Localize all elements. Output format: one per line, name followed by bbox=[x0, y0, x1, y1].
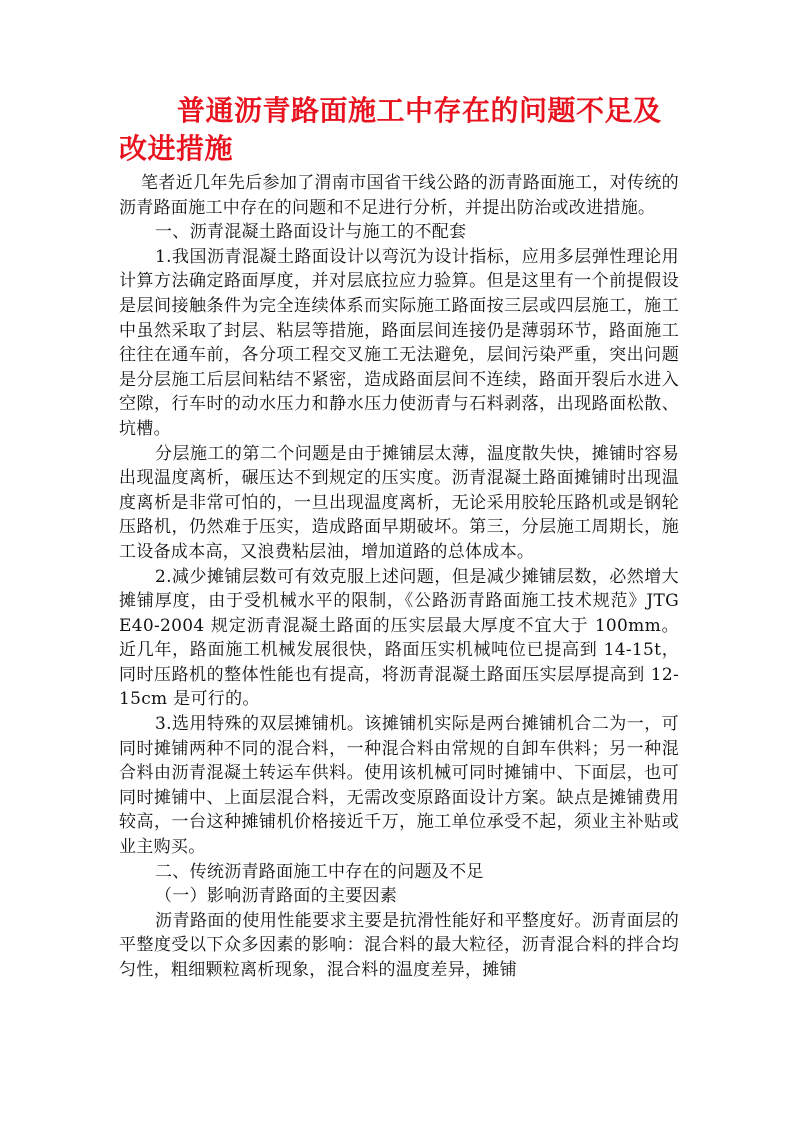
paragraph-factors: 沥青路面的使用性能要求主要是抗滑性能好和平整度好。沥青面层的平整度受以下众多因素的影响：混合料的最大粒径，沥青混合料的拌合均匀性，粗细颗粒离析现象，混合料的温度差异，摊铺 bbox=[119, 910, 679, 980]
document-title: 普通沥青路面施工中存在的问题不足及改进措施 bbox=[119, 94, 662, 165]
intro-paragraph: 笔者近几年先后参加了渭南市国省干线公路的沥青路面施工，对传统的沥青路面施工中存在的问题和不足进行分析，并提出防治或改进措施。 bbox=[119, 173, 679, 218]
paragraph-point-2: 2.减少摊铺层数可有效克服上述问题，但是减少摊铺层数，必然增大摊铺厚度，由于受机械水平的限制，《公路沥青路面施工技术规范》JTG E40-2004 规定沥青混凝土路面的压实层最大厚度不宜大于 100mm。近几年，路面施工机械发展很快，路面压实机械吨位已提高到 14-15t，同时压路机的整体性能也有提高，将沥青混凝土路面压实层厚提高到 12-15cm 是可行的。 bbox=[119, 566, 679, 710]
section-heading-1: 一、沥青混凝土路面设计与施工的不配套 bbox=[155, 222, 467, 243]
document-page bbox=[119, 92, 679, 983]
section-heading-2: 二、传统沥青路面施工中存在的问题及不足 bbox=[155, 861, 484, 882]
paragraph-point-3: 3.选用特殊的双层摊铺机。该摊铺机实际是两台摊铺机合二为一，可同时摊铺两种不同的混合料，一种混合料由常规的自卸车供料；另一种混合料由沥青混凝土转运车供料。使用该机械可同时摊铺中、下面层，也可同时摊铺中、上面层混合料，无需改变原路面设计方案。缺点是摊铺费用较高，一台这种摊铺机价格接近千万，施工单位承受不起，须业主补贴或业主购买。 bbox=[119, 714, 679, 858]
subsection-heading: （一）影响沥青路面的主要因素 bbox=[155, 886, 398, 907]
paragraph-point-1: 1.我国沥青混凝土路面设计以弯沉为设计指标，应用多层弹性理论用计算方法确定路面厚度，并对层底拉应力验算。但是这里有一个前提假设是层间接触条件为完全连续体系而实际施工路面按三层或四层施工，施工中虽然采取了封层、粘层等措施，路面层间连接仍是薄弱环节，路面施工往往在通车前，各分项工程交叉施工无法避免，层间污染严重，突出问题是分层施工后层间粘结不紧密，造成路面层间不连续，路面开裂后水进入空隙，行车时的动水压力和静水压力使沥青与石料剥落，出现路面松散、坑槽。 bbox=[119, 246, 679, 439]
paragraph-layering-issue: 分层施工的第二个问题是由于摊铺层太薄，温度散失快，摊铺时容易出现温度离析，碾压达不到规定的压实度。沥青混凝土路面摊铺时出现温度离析是非常可怕的，一旦出现温度离析，无论采用胶轮压路机或是钢轮压路机，仍然难于压实，造成路面早期破坏。第三，分层施工周期长，施工设备成本高，又浪费粘层油，增加道路的总体成本。 bbox=[119, 443, 679, 562]
